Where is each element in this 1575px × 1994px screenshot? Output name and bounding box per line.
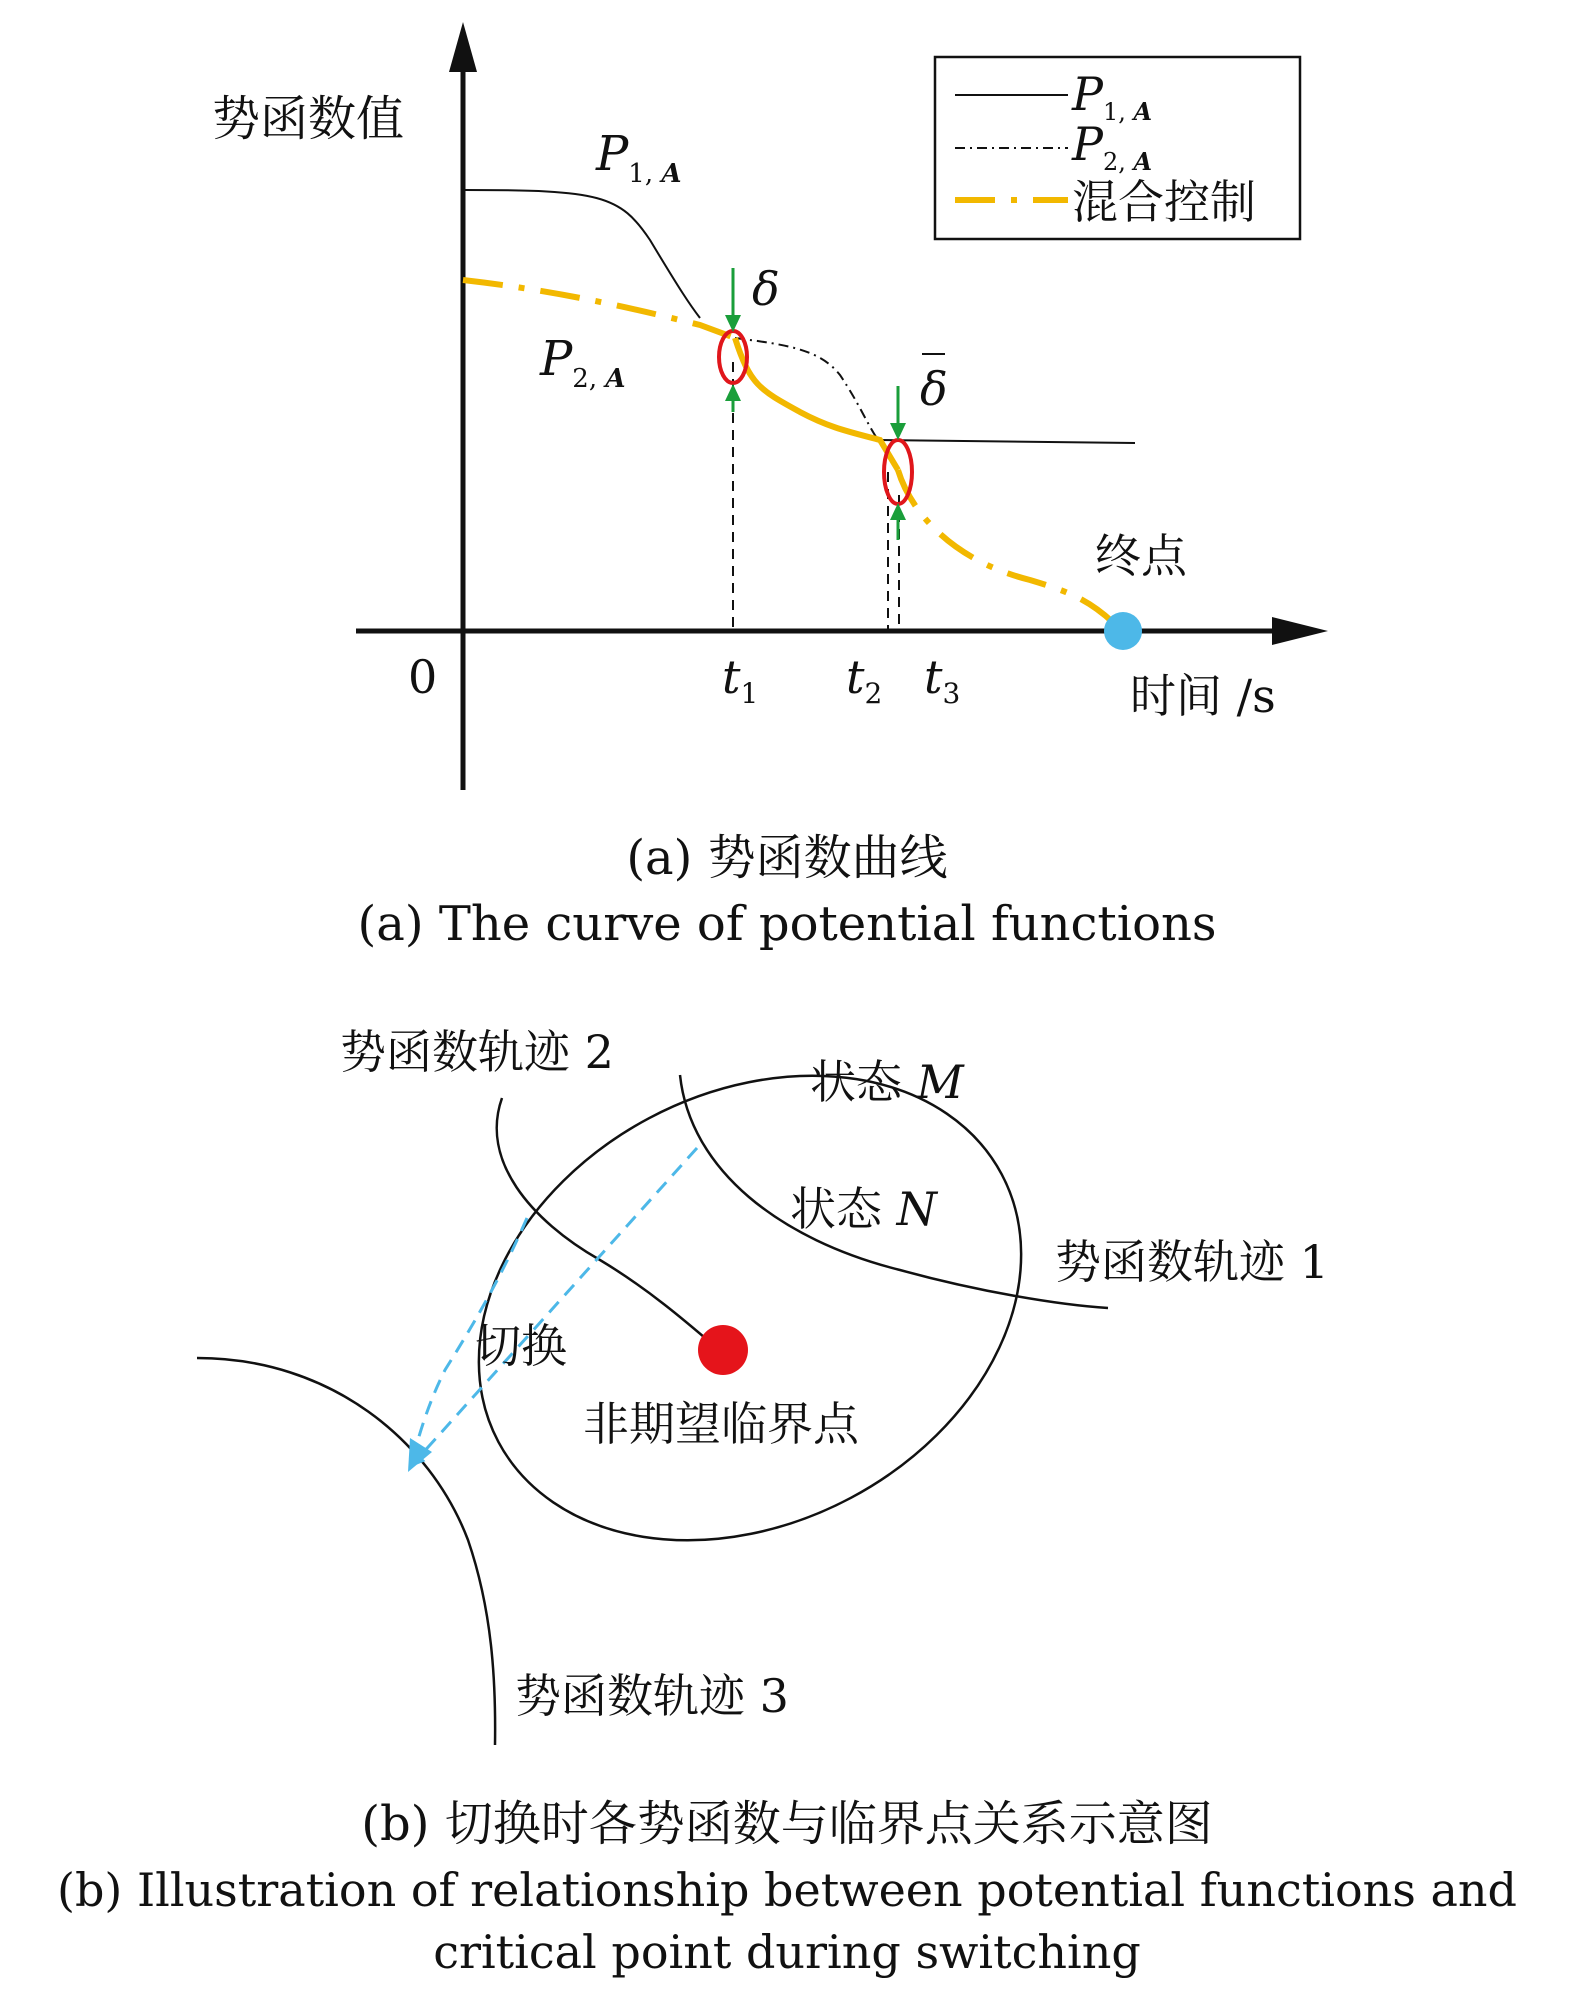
state-m-region (397, 984, 1102, 1631)
hybrid-curve-end (898, 470, 1118, 627)
delta-label: δ (752, 262, 780, 316)
state-n-label: 状态 N (790, 1182, 937, 1236)
caption-a-cn: (a) 势函数曲线 (626, 830, 948, 886)
endpoint-dot (1104, 612, 1142, 650)
trajectory-3-curve (197, 1358, 495, 1745)
delta-arrowhead-bottom (725, 384, 741, 401)
legend-label-p2: $P_{2,}$ A (1072, 117, 1153, 176)
trajectory-2-label: 势函数轨迹 2 (340, 1025, 614, 1079)
caption-b-en-line1: (b) Illustration of relationship between potential functions and (57, 1863, 1517, 1917)
t3-label: $t_3$ (924, 650, 961, 710)
critical-point-label: 非期望临界点 (583, 1397, 859, 1451)
p2-curve (735, 338, 878, 440)
caption-a-en: (a) The curve of potential functions (357, 896, 1217, 952)
x-axis-label: 时间 /s (1130, 669, 1276, 723)
legend-label-p1: $P_{1,}$ A (1072, 67, 1153, 126)
panel-a (212, 22, 1328, 952)
p2-label: $P_{2,}$ A (540, 331, 626, 394)
origin-label: 0 (408, 650, 438, 704)
trajectory-1-label: 势函数轨迹 1 (1055, 1235, 1329, 1289)
x-axis-arrowhead (1272, 617, 1328, 645)
y-axis-arrowhead (449, 22, 477, 72)
caption-b-en-line2: critical point during switching (433, 1925, 1141, 1979)
panel-b (57, 984, 1517, 1979)
delta-bar-arrowhead-bottom (890, 503, 906, 520)
hybrid-curve-mid (735, 338, 898, 470)
p1-curve-tail (878, 440, 1135, 443)
delta-arrowhead-top (725, 315, 741, 332)
trajectory-3-label: 势函数轨迹 3 (515, 1669, 789, 1723)
p1-curve (465, 190, 700, 318)
p1-label: $P_{1,}$ A (596, 126, 682, 189)
switch-label: 切换 (475, 1319, 567, 1373)
trajectory-2-curve (497, 1098, 718, 1349)
state-m-label: 状态 M (810, 1055, 964, 1109)
switch-arrowhead (408, 1438, 432, 1472)
delta-bar-label: δ (920, 362, 948, 416)
legend (935, 57, 1300, 239)
caption-b-cn: (b) 切换时各势函数与临界点关系示意图 (361, 1796, 1213, 1852)
endpoint-label: 终点 (1095, 529, 1187, 583)
legend-label-hybrid: 混合控制 (1072, 175, 1256, 229)
y-axis-label: 势函数值 (212, 91, 405, 147)
t1-label: $t_1$ (722, 650, 759, 710)
critical-point-dot (698, 1325, 748, 1375)
delta-bar-arrowhead-top (890, 423, 906, 440)
t2-label: $t_2$ (846, 650, 883, 710)
